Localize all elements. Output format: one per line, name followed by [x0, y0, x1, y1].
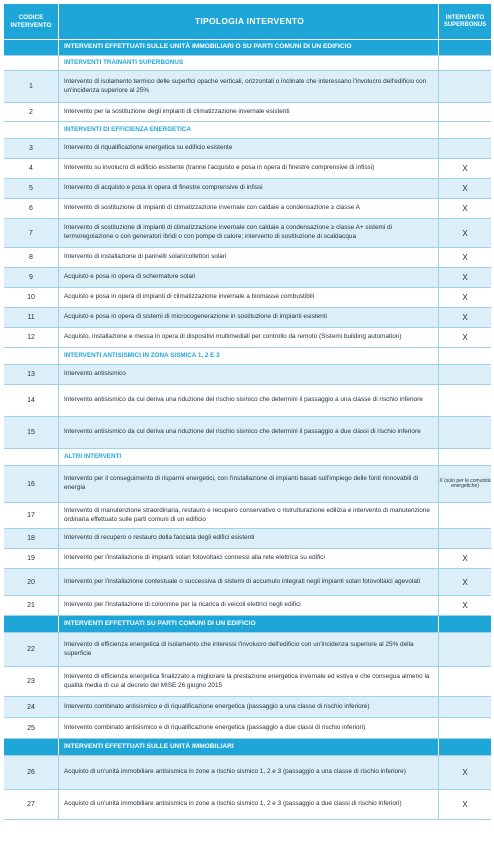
table-row: [4, 365, 491, 385]
superbonus-cell: [439, 139, 491, 158]
description-cell: Intervento di acquisto e posa in opera di finestre comprensive di infissi: [59, 179, 439, 198]
superbonus-cell: X: [462, 313, 468, 322]
description-cell: Acquisto e posa in opera di schermature solari: [59, 268, 439, 287]
table-row: [4, 248, 491, 268]
table-row: [4, 667, 491, 697]
table-row: [4, 139, 491, 159]
code-cell: 16: [4, 466, 59, 502]
code-cell: 27: [4, 790, 59, 819]
section-title: INTERVENTI EFFETTUATI SU PARTI COMUNI DI UN EDIFICIO: [59, 616, 439, 632]
superbonus-cell: X: [462, 184, 468, 193]
header-type: TIPOLOGIA INTERVENTO: [59, 4, 439, 39]
table-row: [4, 633, 491, 667]
code-cell: 1: [4, 71, 59, 102]
code-cell: [4, 449, 59, 465]
description-cell: Intervento su involucro di edificio esistente (tranne l'acquisto e posa in opera di finestre comprensive di infissi): [59, 159, 439, 178]
section-heading-row: [4, 616, 491, 633]
description-cell: Intervento antisismico da cui deriva una riduzione del rischio sismico che determini il passaggio a una classe di rischio inferiore: [59, 385, 439, 416]
superbonus-cell: X: [462, 554, 468, 563]
table-row: [4, 179, 491, 199]
header-code: CODICE INTERVENTO: [4, 4, 59, 39]
subsection-heading-row: [4, 56, 491, 71]
superbonus-cell: X: [462, 800, 468, 809]
description-cell: Intervento di efficienza energetica finalizzato a migliorare la prestazione energetica invernale ed estiva e che consegua almeno la qualità media di cui al decreto del MISE 26 giugno 2015: [59, 667, 439, 696]
superbonus-cell: [439, 71, 491, 102]
superbonus-cell: [439, 417, 491, 448]
superbonus-cell: X: [462, 273, 468, 282]
code-cell: 17: [4, 503, 59, 528]
description-cell: Acquisto e posa in opera di sistemi di microcogenerazione in sostituzione di impianti esistenti: [59, 308, 439, 327]
superbonus-cell: [439, 103, 491, 121]
interventions-table: [4, 4, 491, 820]
table-row: [4, 466, 491, 503]
superbonus-cell: [439, 616, 491, 632]
superbonus-cell: [439, 503, 491, 528]
superbonus-cell: X: [462, 164, 468, 173]
description-cell: Intervento di riqualificazione energetica su edificio esistente: [59, 139, 439, 158]
section-title: INTERVENTI TRAINANTI SUPERBONUS: [59, 56, 439, 70]
superbonus-cell: X: [462, 768, 468, 777]
code-cell: 13: [4, 365, 59, 384]
description-cell: Intervento di isolamento termico delle superfici opache verticali, orizzontali o inclinate che interessano l'involucro dell'edificio con un'incidenza superiore al 25%: [59, 71, 439, 102]
table-row: [4, 718, 491, 739]
code-cell: 9: [4, 268, 59, 287]
description-cell: Intervento antisismico: [59, 365, 439, 384]
table-row: [4, 219, 491, 248]
description-cell: Intervento combinato antisismico e di riqualificazione energetica (passaggio a due classi di rischio inferiori): [59, 718, 439, 738]
superbonus-cell: [439, 122, 491, 138]
description-cell: Intervento antisismico da cui deriva una riduzione del rischio sismico che determini il passaggio a due classi di rischio inferiore: [59, 417, 439, 448]
subsection-heading-row: [4, 449, 491, 466]
superbonus-cell: X: [462, 253, 468, 262]
description-cell: Intervento per l'installazione di impianti solari fotovoltaici connessi alla rete elettrica su edifici: [59, 549, 439, 568]
description-cell: Intervento per l'installazione di colonnine per la ricarica di veicoli elettrici negli edifici: [59, 596, 439, 615]
table-row: [4, 103, 491, 122]
description-cell: Acquisto, installazione e messa in opera di dispositivi multimediali per controllo da remoto (Sistemi building automation): [59, 328, 439, 347]
code-cell: 7: [4, 219, 59, 247]
code-cell: [4, 56, 59, 70]
section-title: INTERVENTI EFFETTUATI SULLE UNITÀ IMMOBILIARI O SU PARTI COMUNI DI UN EDIFICIO: [59, 40, 439, 55]
table-row: [4, 529, 491, 549]
table-row: [4, 328, 491, 348]
superbonus-cell: [439, 40, 491, 55]
description-cell: Acquisto di un'unità immobiliare antisismica in zone a rischio sismico 1, 2 e 3 (passaggio a due classi di rischio inferiori): [59, 790, 439, 819]
superbonus-cell: [439, 739, 491, 755]
table-row: [4, 596, 491, 616]
header-superbonus: INTERVENTO SUPERBONUS: [443, 14, 487, 28]
table-row: [4, 569, 491, 596]
code-cell: 10: [4, 288, 59, 307]
table-row: [4, 697, 491, 718]
code-cell: [4, 122, 59, 138]
table-row: [4, 268, 491, 288]
description-cell: Intervento di installazione di pannelli solari/collettori solari: [59, 248, 439, 267]
subsection-heading-row: [4, 122, 491, 139]
superbonus-cell: [439, 529, 491, 548]
superbonus-cell: [439, 633, 491, 666]
code-cell: [4, 739, 59, 755]
description-cell: Intervento per la sostituzione degli impianti di climatizzazione invernale esistenti: [59, 103, 439, 121]
superbonus-cell: X: [462, 204, 468, 213]
superbonus-cell: X (solo per le comunità energetiche): [439, 477, 491, 489]
table-header: [4, 4, 491, 40]
code-cell: 21: [4, 596, 59, 615]
code-cell: 3: [4, 139, 59, 158]
code-cell: 25: [4, 718, 59, 738]
code-cell: 15: [4, 417, 59, 448]
section-title: INTERVENTI EFFETTUATI SULLE UNITÀ IMMOBILIARI: [59, 739, 439, 755]
table-body: [4, 40, 491, 820]
description-cell: Intervento di efficienza energetica di isolamento che interessi l'involucro dell'edificio con un'incidenza superiore al 25% della superficie: [59, 633, 439, 666]
description-cell: Intervento di manutenzione straordinaria, restauro e recupero conservativo o ristrutturazione edilizia e intervento di manutenzione ordinaria effettuato sulle parti comuni di un edificio: [59, 503, 439, 528]
table-row: [4, 159, 491, 179]
code-cell: 22: [4, 633, 59, 666]
description-cell: Intervento combinato antisismico e di riqualificazione energetica (passaggio a una classe di rischio inferiore): [59, 697, 439, 717]
code-cell: 26: [4, 756, 59, 789]
table-row: [4, 385, 491, 417]
superbonus-cell: X: [462, 601, 468, 610]
code-cell: [4, 616, 59, 632]
code-cell: [4, 40, 59, 55]
code-cell: 8: [4, 248, 59, 267]
code-cell: 4: [4, 159, 59, 178]
code-cell: 6: [4, 199, 59, 218]
table-row: [4, 417, 491, 449]
code-cell: 19: [4, 549, 59, 568]
superbonus-cell: [439, 365, 491, 384]
section-title: INTERVENTI DI EFFICIENZA ENERGETICA: [59, 122, 439, 138]
code-cell: 20: [4, 569, 59, 595]
description-cell: Acquisto e posa in opera di impianti di climatizzazione invernale a biomasse combustibili: [59, 288, 439, 307]
table-row: [4, 71, 491, 103]
code-cell: 2: [4, 103, 59, 121]
description-cell: Intervento di sostituzione di impianti di climatizzazione invernale con caldaie a condensazione ≥ classe A: [59, 199, 439, 218]
section-title: ALTRI INTERVENTI: [59, 449, 439, 465]
table-row: [4, 288, 491, 308]
superbonus-cell: [439, 667, 491, 696]
superbonus-cell: [439, 385, 491, 416]
code-cell: 23: [4, 667, 59, 696]
code-cell: 5: [4, 179, 59, 198]
description-cell: Intervento di sostituzione di impianti di climatizzazione invernale con caldaie a condensazione ≥ classe A+ sistemi di termoregolazione o con generatori ibridi o con pompe di calore; intervento di sostituzione di scaldacqua: [59, 219, 439, 247]
code-cell: 24: [4, 697, 59, 717]
superbonus-cell: X: [462, 293, 468, 302]
code-cell: 18: [4, 529, 59, 548]
description-cell: Intervento per il conseguimento di risparmi energetici, con l'installazione di impianti basati sull'impiego delle fonti rinnovabili di energia: [59, 466, 439, 502]
superbonus-cell: X: [462, 577, 468, 587]
table-row: [4, 199, 491, 219]
table-row: [4, 756, 491, 790]
superbonus-cell: [439, 718, 491, 738]
section-title: INTERVENTI ANTISISMICI IN ZONA SISMICA 1, 2 E 3: [59, 348, 439, 364]
section-heading-row: [4, 739, 491, 756]
code-cell: [4, 348, 59, 364]
superbonus-cell: [439, 56, 491, 70]
code-cell: 14: [4, 385, 59, 416]
table-row: [4, 790, 491, 820]
description-cell: Intervento di recupero o restauro della facciata degli edifici esistenti: [59, 529, 439, 548]
superbonus-cell: [439, 697, 491, 717]
table-row: [4, 503, 491, 529]
superbonus-cell: X: [462, 333, 468, 342]
description-cell: Intervento per l'installazione contestuale o successiva di sistemi di accumulo integrati negli impianti solari fotovoltaici agevolati: [59, 569, 439, 595]
superbonus-cell: [439, 449, 491, 465]
code-cell: 12: [4, 328, 59, 347]
description-cell: Acquisto di un'unità immobiliare antisismica in zone a rischio sismico 1, 2 e 3 (passaggio a una classe di rischio inferiore): [59, 756, 439, 789]
superbonus-cell: [439, 348, 491, 364]
subsection-heading-row: [4, 348, 491, 365]
section-heading-row: [4, 40, 491, 56]
superbonus-cell: X: [462, 228, 468, 238]
table-row: [4, 308, 491, 328]
code-cell: 11: [4, 308, 59, 327]
table-row: [4, 549, 491, 569]
